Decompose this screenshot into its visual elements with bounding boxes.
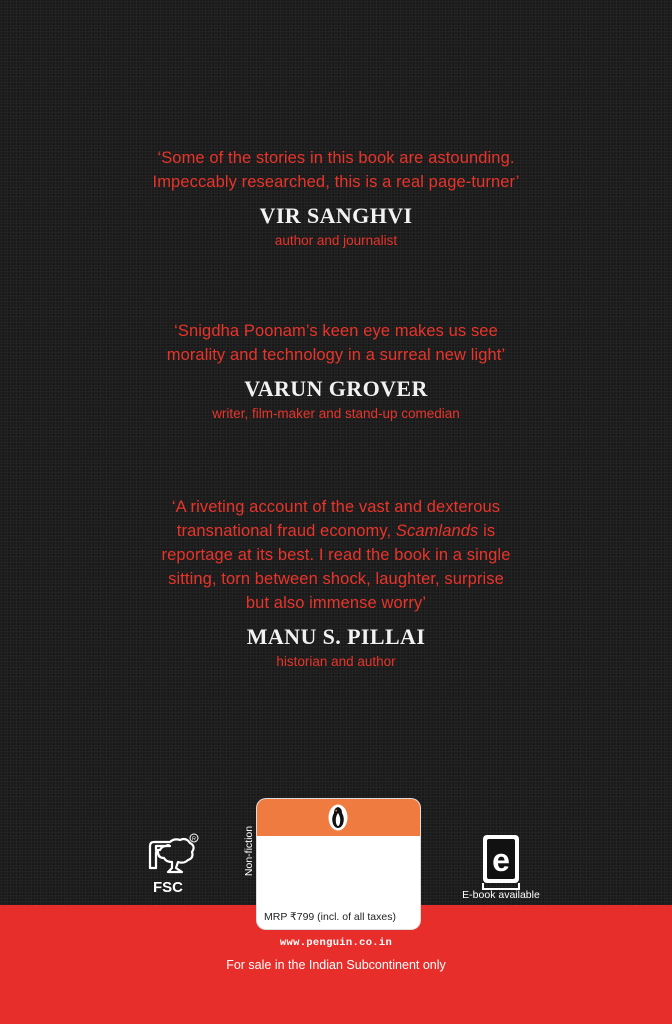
blurb-vir-sanghvi: [0, 146, 672, 250]
price-box-header: [257, 799, 420, 836]
blurb-manu-pillai: [0, 495, 672, 671]
fsc-label: FSC: [153, 879, 183, 896]
blurb-author: VARUN GROVER: [244, 376, 428, 401]
mrp-text: MRP ₹799 (incl. of all taxes): [264, 911, 396, 923]
svg-text:R: R: [192, 836, 196, 843]
quote-line: ‘A riveting account of the vast and dexterous: [171, 498, 501, 516]
quote-line: sitting, torn between shock, laughter, surprise: [168, 570, 504, 588]
quote-line: reportage at its best. I read the book in a single: [161, 546, 511, 564]
blurb-quote: [0, 495, 672, 615]
quote-line: but also immense worry’: [245, 594, 427, 612]
quote-line: ‘Some of the stories in this book are astounding.: [157, 149, 515, 167]
quote-line: Impeccably researched, this is a real page-turner’: [152, 173, 520, 191]
fsc-logo-icon: [146, 832, 200, 898]
blurb-author-role: author and journalist: [274, 233, 398, 248]
ebook-label: E-book available: [462, 889, 540, 901]
price-box: [257, 799, 420, 929]
blurb-author: VIR SANGHVI: [259, 203, 413, 228]
blurb-varun-grover: [0, 319, 672, 423]
quote-line: morality and technology in a surreal new light’: [166, 346, 506, 364]
quote-line: transnational fraud economy,: [176, 522, 392, 540]
blurb-author: MANU S. PILLAI: [246, 624, 426, 649]
blurb-author-role: writer, film-maker and stand-up comedian: [212, 406, 460, 421]
blurb-author-role: historian and author: [276, 654, 396, 669]
publisher-url: www.penguin.co.in: [279, 937, 393, 949]
blurb-quote: [0, 146, 672, 194]
quote-line: is: [483, 522, 496, 540]
penguin-logo-icon: [328, 804, 348, 831]
blurb-quote: [0, 319, 672, 367]
sale-note: For sale in the Indian Subcontinent only: [226, 958, 446, 972]
quote-line: ‘Snigdha Poonam’s keen eye makes us see: [174, 322, 498, 340]
book-title: Scamlands: [395, 522, 479, 540]
svg-text:e: e: [492, 842, 510, 878]
genre-text: Non-fiction: [243, 825, 256, 877]
